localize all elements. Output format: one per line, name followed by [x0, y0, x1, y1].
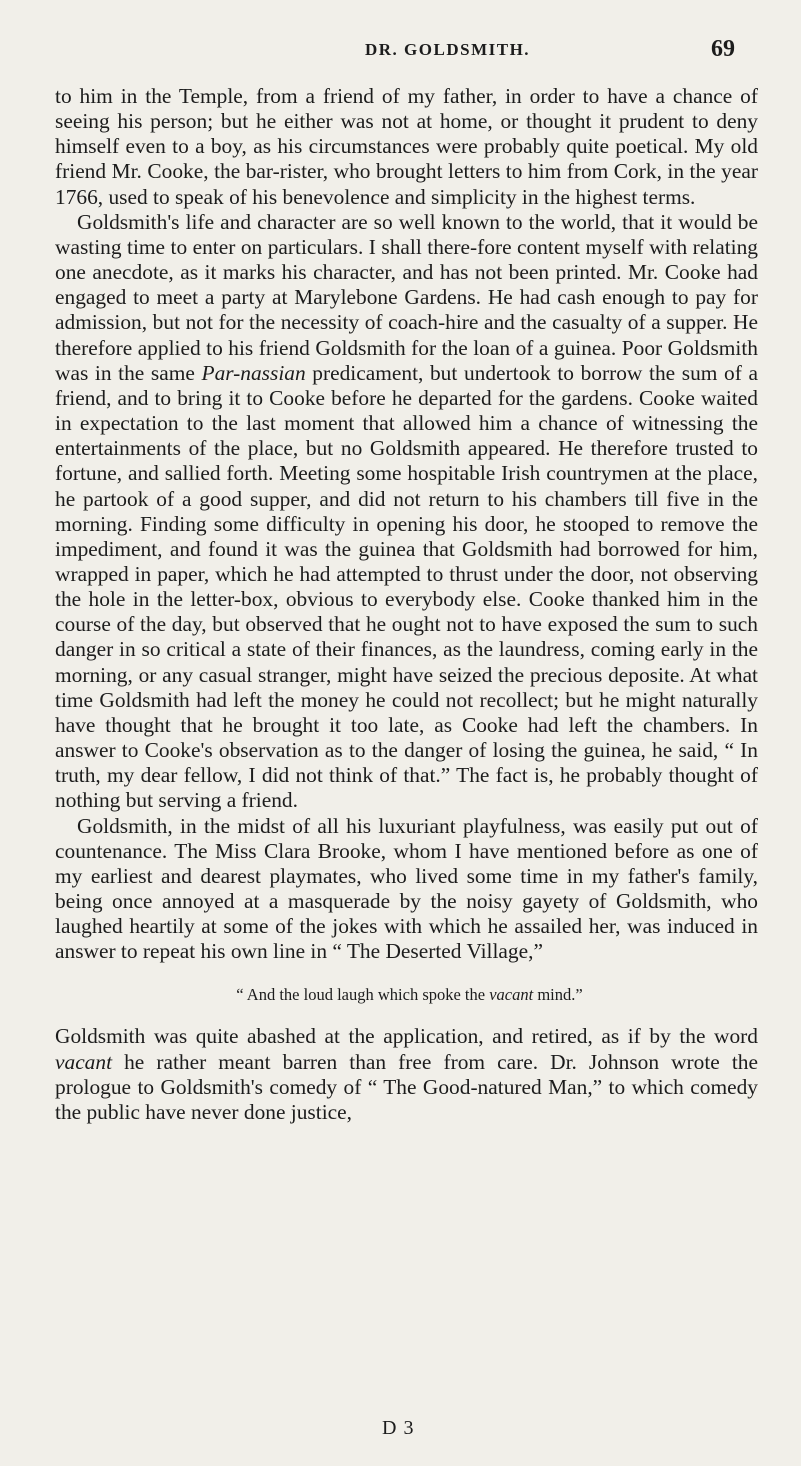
paragraph-2: [55, 210, 758, 814]
page-body: [55, 84, 758, 1125]
paragraph-4: [55, 1024, 758, 1125]
verse-quote: [55, 984, 758, 1006]
paragraph-2-text-a: Goldsmith's life and character are so well known to the world, that it would be wasting time to enter on particulars. I shall there-fore content myself with relating one anecdote, as it marks his character, and has not been printed. Mr. Cooke had engaged to meet a party at Marylebone Gardens. He had cash enough to pay for admission, but not for the necessity of coach-hire and the casualty of a supper. He therefore applied to his friend Goldsmith for the loan of a guinea. Poor Goldsmith was in the same: [55, 209, 758, 385]
paragraph-4-italic: vacant: [55, 1049, 113, 1074]
page-number: 69: [711, 36, 735, 62]
running-head: DR. GOLDSMITH.: [365, 40, 531, 59]
signature-mark: D 3: [382, 1417, 415, 1439]
paragraph-4-text-b: he rather meant barren than free from care. Dr. Johnson wrote the prologue to Goldsmith's comedy of “ The Good-natured Man,” to which comedy the public have never done justice,: [55, 1049, 758, 1124]
paragraph-1: to him in the Temple, from a friend of my father, in order to have a chance of seeing his person; but he either was not at home, or thought it prudent to deny himself even to a boy, as his circumstances were probably quite poetical. My old friend Mr. Cooke, the bar-rister, who brought letters to him from Cork, in the year 1766, used to speak of his benevolence and simplicity in the highest terms.: [55, 84, 758, 209]
page-header: [0, 36, 801, 66]
quote-text-a: “ And the loud laugh which spoke the: [236, 985, 490, 1005]
paragraph-2-text-b: predicament, but undertook to borrow the sum of a friend, and to bring it to Cooke before he departed for the gardens. Cooke waited in expectation to the last moment that allowed him a chance of witnessing the entertainments of the place, but no Goldsmith appeared. He therefore trusted to fortune, and sallied forth. Meeting some hospitable Irish countrymen at the place, he partook of a good supper, and did not return to his chambers till five in the morning. Finding some difficulty in opening his door, he stooped to remove the impediment, and found it was the guinea that Goldsmith had borrowed for him, wrapped in paper, which he had attempted to thrust under the door, not observing the hole in the letter-box, obvious to everybody else. Cooke thanked him in the course of the day, but observed that he ought not to have exposed the sum to such danger in so critical a state of their finances, as the laundress, coming early in the morning, or any casual stranger, might have seized the precious deposite. At what time Goldsmith had left the money he could not recollect; but he might naturally have thought that he brought it too late, as Cooke had left the chambers. In answer to Cooke's observation as to the danger of losing the guinea, he said, “ In truth, my dear fellow, I did not think of that.” The fact is, he probably thought of nothing but serving a friend.: [55, 360, 758, 813]
quote-italic: vacant: [489, 985, 534, 1005]
paragraph-4-text-a: Goldsmith was quite abashed at the application, and retired, as if by the word: [55, 1024, 758, 1049]
paragraph-3: Goldsmith, in the midst of all his luxuriant playfulness, was easily put out of countenance. The Miss Clara Brooke, whom I have mentioned before as one of my earliest and dearest playmates, who lived some time in my father's family, being once annoyed at a masquerade by the noisy gayety of Goldsmith, who laughed heartily at some of the jokes with which he assailed her, was induced in answer to repeat his own line in “ The Deserted Village,”: [55, 813, 758, 964]
quote-text-b: mind.”: [533, 985, 583, 1005]
paragraph-2-italic: Par-nassian: [201, 360, 306, 385]
